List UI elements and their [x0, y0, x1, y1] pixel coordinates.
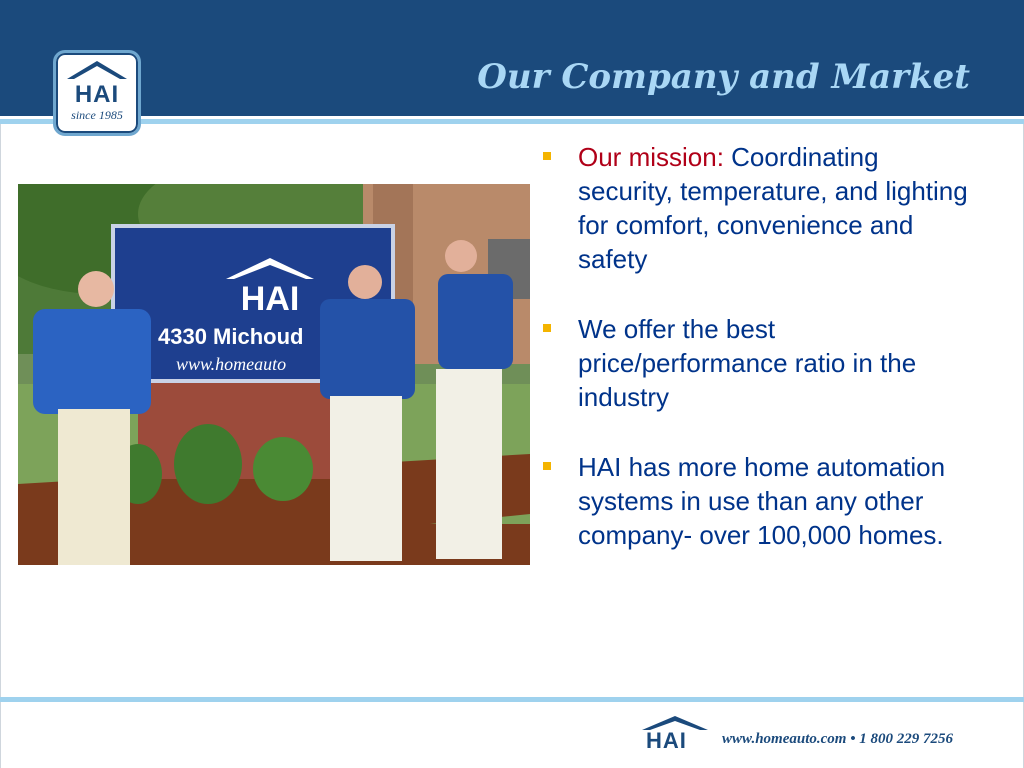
bullet-text: We offer the best price/performance ratio in the industry: [578, 314, 917, 412]
company-photo: [18, 184, 530, 565]
bullet-square-icon: [543, 324, 551, 332]
header-divider: [0, 119, 1024, 124]
footer-contact: www.homeauto.com • 1 800 229 7256: [722, 731, 953, 747]
bullet-mission: [540, 140, 980, 276]
sign-url-text: www.homeauto: [176, 354, 287, 374]
company-photo-illustration: [18, 184, 530, 565]
mission-label: Our mission:: [578, 142, 724, 172]
bullet-text: Coordinating security, temperature, and lighting for comfort, convenience and safety: [578, 142, 968, 274]
bullet-square-icon: [543, 462, 551, 470]
page-title: Our Company and Market: [477, 57, 970, 97]
bullet-square-icon: [543, 152, 551, 160]
logo-since-text: since 1985: [71, 108, 123, 122]
footer-logo-text: HAI: [646, 728, 687, 753]
sign-logo-text: HAI: [240, 280, 300, 318]
footer-hai-logo: [640, 714, 710, 753]
footer-divider: [0, 697, 1024, 702]
slide-border-left: [0, 124, 1, 768]
bullet-list: [540, 140, 980, 588]
sign-address-text: 4330 Michoud: [158, 324, 304, 349]
bullet-price-performance: [540, 312, 980, 414]
bullet-homes: [540, 450, 980, 552]
bullet-text: HAI has more home automation systems in use than any other company- over 100,000 homes.: [578, 452, 946, 550]
hai-logo: [53, 50, 141, 136]
house-roof-icon: [56, 53, 138, 83]
logo-text: HAI: [74, 81, 120, 108]
